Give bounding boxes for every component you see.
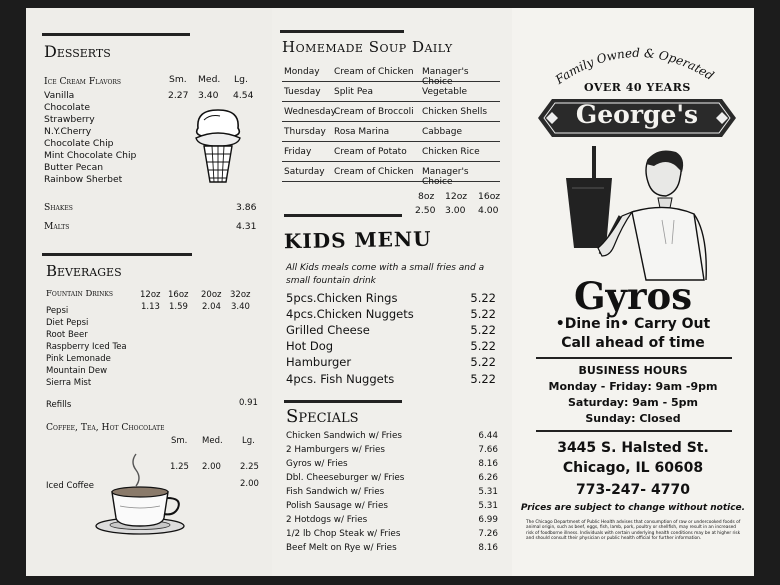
item-name: 2 Hamburgers w/ Fries: [286, 445, 386, 455]
price-12oz: 1.13: [141, 302, 160, 312]
soup-size-12oz: 12oz: [445, 191, 468, 202]
years-text: OVER 40 YEARS: [584, 81, 691, 94]
item-name: 4pcs.Chicken Nuggets: [286, 307, 414, 321]
soup-day: Friday: [284, 147, 312, 157]
list-item: [286, 445, 498, 457]
list-item: [286, 501, 498, 513]
refills-price: 0.91: [239, 398, 258, 408]
soup-day: Thursday: [284, 127, 326, 137]
item-price: 5.22: [470, 307, 496, 321]
left-panel: [26, 8, 272, 576]
size-med: Med.: [198, 74, 221, 85]
item-name: 2 Hotdogs w/ Fries: [286, 515, 368, 525]
soup-1: Cream of Potato: [334, 147, 407, 157]
list-item: Raspberry Iced Tea: [46, 342, 127, 352]
list-item: Mint Chocolate Chip: [44, 150, 137, 161]
size-sm: Sm.: [169, 74, 187, 85]
list-item: [286, 372, 496, 388]
right-panel: [512, 8, 754, 576]
health-notice: The Chicago Department of Public Health advises that consumption of raw or undercooked foods of animal origin, such as beef, eggs, fish, lamb, pork, poultry or shellfish, may result in an increased risk of foodborne illness. Individuals with certain underlying health conditions may be at higher risk and should consult their physician or public health official for further information.: [526, 520, 741, 542]
list-item: Pepsi: [46, 306, 69, 316]
drink-list: [46, 305, 127, 389]
table-row: [282, 104, 500, 122]
item-price: 5.22: [470, 339, 496, 353]
coffee-size-sm: Sm.: [171, 436, 188, 446]
list-item: [286, 543, 498, 555]
item-price: 5.31: [478, 501, 498, 511]
list-item: [286, 459, 498, 471]
table-row: [282, 84, 500, 102]
list-item: [286, 515, 498, 527]
coffee-cup-icon: [90, 448, 190, 540]
table-row: [282, 124, 500, 142]
divider: [284, 214, 402, 217]
fountain-label: Fountain Drinks: [46, 289, 113, 299]
divider: [284, 400, 402, 403]
soup-size-8oz: 8oz: [418, 191, 435, 202]
item-price: 5.31: [478, 487, 498, 497]
item-price: 7.26: [478, 529, 498, 539]
size-16oz: 16oz: [168, 290, 189, 300]
size-lg: Lg.: [234, 74, 248, 85]
price-16oz: 1.59: [169, 302, 188, 312]
soup-2: Vegetable: [422, 87, 468, 97]
soup-1: Split Pea: [334, 87, 373, 97]
hours-title: BUSINESS HOURS: [578, 364, 688, 377]
size-32oz: 32oz: [230, 290, 251, 300]
kids-note: All Kids meals come with a small fries and a small fountain drink: [286, 263, 485, 286]
soup-price-16oz: 4.00: [478, 205, 499, 216]
table-row: [282, 164, 500, 187]
beverages-title: Beverages: [46, 262, 122, 280]
specials-title: Specials: [286, 406, 359, 427]
list-item: Chocolate: [44, 102, 90, 113]
divider: [280, 30, 404, 33]
list-item: N.Y.Cherry: [44, 126, 92, 137]
item-name: 5pcs.Chicken Rings: [286, 291, 398, 305]
refills-label: Refills: [46, 400, 72, 410]
table-row: [282, 64, 500, 87]
price-sm: 2.27: [168, 90, 189, 101]
coffee-label: Coffee, Tea, Hot Chocolate: [46, 422, 165, 433]
hours-weekday: Monday - Friday: 9am -9pm: [548, 380, 718, 393]
soup-1: Cream of Broccoli: [334, 107, 414, 117]
kids-menu-title: KIDS MENU: [283, 226, 432, 254]
soup-day: Wednesday: [284, 107, 337, 117]
size-20oz: 20oz: [201, 290, 222, 300]
address-city: Chicago, IL 60608: [562, 460, 704, 476]
soup-2: Manager's Choice: [422, 67, 469, 87]
list-item: [286, 355, 496, 371]
iced-coffee-label: Iced Coffee: [46, 481, 94, 491]
ice-cream-cone-icon: [190, 106, 246, 186]
list-item: Butter Pecan: [44, 162, 104, 173]
list-item: [286, 473, 498, 485]
list-item: Root Beer: [46, 330, 88, 340]
table-row: [282, 144, 500, 162]
address-street: 3445 S. Halsted St.: [557, 440, 709, 456]
hours-saturday: Saturday: 9am - 5pm: [568, 396, 698, 409]
item-name: Fish Sandwich w/ Fries: [286, 487, 385, 497]
soup-2: Manager's Choice: [422, 167, 469, 187]
gyro-man-icon: [562, 144, 712, 284]
list-item: Vanilla: [44, 90, 75, 101]
product-title: Gyros: [573, 274, 693, 318]
shakes-label: Shakes: [44, 202, 73, 213]
list-item: Sierra Mist: [46, 378, 92, 388]
dine-in-text: •Dine in• Carry Out: [555, 316, 711, 332]
list-item: [286, 431, 498, 443]
soup-size-16oz: 16oz: [478, 191, 501, 202]
divider: [42, 33, 190, 36]
item-price: 8.16: [478, 459, 498, 469]
flavor-list: [44, 90, 136, 186]
soup-2: Chicken Rice: [422, 147, 480, 157]
item-price: 5.22: [470, 355, 496, 369]
divider: [536, 357, 732, 359]
item-price: 5.22: [470, 291, 496, 305]
soup-title: Homemade Soup Daily: [282, 38, 453, 56]
list-item: [286, 487, 498, 499]
item-name: Polish Sausage w/ Fries: [286, 501, 388, 511]
item-name: 4pcs. Fish Nuggets: [286, 372, 395, 386]
price-20oz: 2.04: [202, 302, 221, 312]
tagline: Family Owned & Operated: [552, 45, 717, 87]
item-price: 8.16: [478, 543, 498, 553]
item-name: 1/2 lb Chop Steak w/ Fries: [286, 529, 401, 539]
price-med: 3.40: [198, 90, 219, 101]
item-price: 7.66: [478, 445, 498, 455]
soup-2: Chicken Shells: [422, 107, 488, 117]
coffee-size-med: Med.: [202, 436, 223, 446]
soup-1: Cream of Chicken: [334, 167, 414, 177]
soup-2: Cabbage: [422, 127, 462, 137]
list-item: Chocolate Chip: [44, 138, 114, 149]
coffee-size-lg: Lg.: [242, 436, 255, 446]
iced-coffee-price: 2.00: [240, 479, 259, 489]
list-item: Strawberry: [44, 114, 95, 125]
item-name: Hot Dog: [286, 339, 334, 353]
list-item: [286, 307, 496, 323]
soup-price-12oz: 3.00: [445, 205, 466, 216]
desserts-title: Desserts: [44, 42, 111, 61]
item-name: Gyros w/ Fries: [286, 459, 348, 469]
item-price: 6.99: [478, 515, 498, 525]
coffee-price-sm: 1.25: [170, 462, 189, 472]
list-item: [286, 291, 496, 307]
price-lg: 4.54: [233, 90, 254, 101]
item-price: 5.22: [470, 323, 496, 337]
brand-name: George's: [575, 100, 699, 129]
hours-sunday: Sunday: Closed: [585, 412, 681, 425]
soup-1: Rosa Marina: [334, 127, 390, 137]
soup-price-8oz: 2.50: [415, 205, 436, 216]
list-item: [286, 529, 498, 541]
item-name: Grilled Cheese: [286, 323, 370, 337]
list-item: [286, 323, 496, 339]
shakes-price: 3.86: [236, 202, 257, 213]
item-price: 6.26: [478, 473, 498, 483]
price-notice: Prices are subject to change without notice.: [520, 503, 746, 513]
list-item: Diet Pepsi: [46, 318, 89, 328]
coffee-price-lg: 2.25: [240, 462, 259, 472]
middle-panel: [272, 8, 512, 576]
ice-cream-label: Ice Cream Flavors: [44, 76, 122, 87]
item-name: Hamburger: [286, 355, 352, 369]
item-price: 5.22: [470, 372, 496, 386]
item-price: 6.44: [478, 431, 498, 441]
soup-day: Saturday: [284, 167, 325, 177]
item-name: Dbl. Cheeseburger w/ Fries: [286, 473, 405, 483]
soup-1: Cream of Chicken: [334, 67, 414, 77]
malts-label: Malts: [44, 221, 70, 232]
malts-price: 4.31: [236, 221, 257, 232]
size-12oz: 12oz: [140, 290, 161, 300]
item-name: Chicken Sandwich w/ Fries: [286, 431, 402, 441]
soup-day: Tuesday: [284, 87, 321, 97]
divider: [536, 430, 732, 432]
divider: [42, 253, 192, 256]
price-32oz: 3.40: [231, 302, 250, 312]
soup-day: Monday: [284, 67, 320, 77]
list-item: [286, 339, 496, 355]
list-item: Rainbow Sherbet: [44, 174, 123, 185]
call-ahead-text: Call ahead of time: [561, 335, 705, 351]
item-name: Beef Melt on Rye w/ Fries: [286, 543, 397, 553]
list-item: Pink Lemonade: [46, 354, 111, 364]
phone-number: 773-247- 4770: [576, 482, 690, 498]
coffee-price-med: 2.00: [202, 462, 221, 472]
list-item: Mountain Dew: [46, 366, 108, 376]
